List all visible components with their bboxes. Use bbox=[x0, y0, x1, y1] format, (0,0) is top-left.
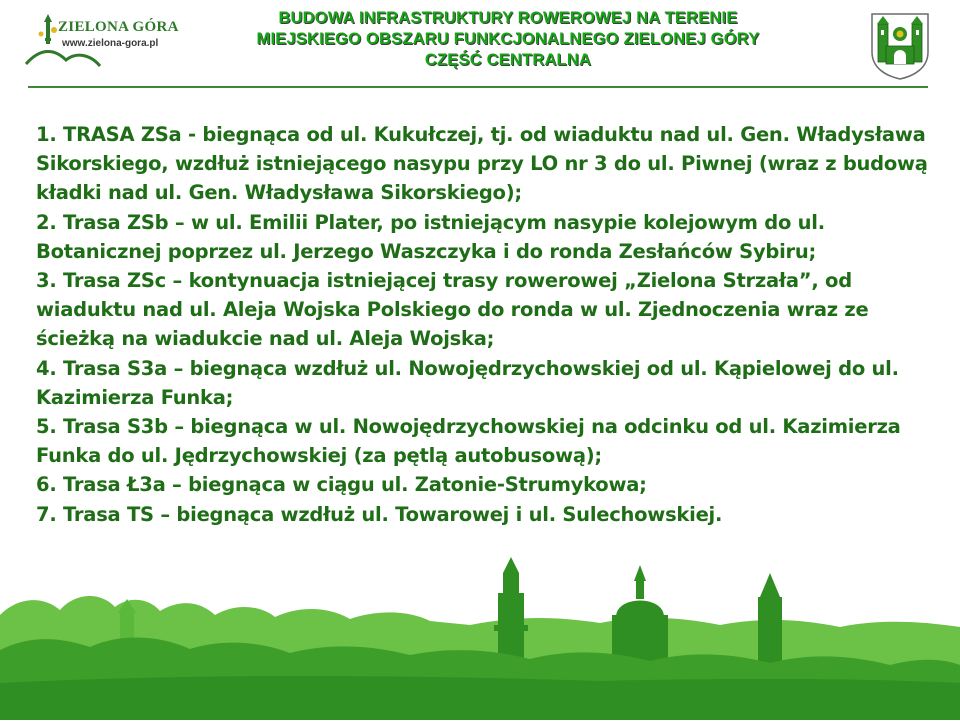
list-item: 3. Trasa ZSc – kontynuacja istniejącej trasy rowerowej „Zielona Strzała”, od wiaduktu nad ul. Aleja Wojska Polskiego do ronda w ul. Zjednoczenia wraz ze ścieżką na wiadukcie nad ul. Aleja Wojska; bbox=[36, 269, 869, 351]
list-item: 1. TRASA ZSa - biegnąca od ul. Kukułczej, tj. od wiaduktu nad ul. Gen. Władysława Sikorskiego, wzdłuż istniejącego nasypu przy LO nr 3 do ul. Piwnej (wraz z budową kładki nad ul. Gen. Władysława Sikorskiego); bbox=[36, 123, 928, 205]
city-skyline-icon bbox=[0, 555, 960, 720]
header-divider bbox=[28, 86, 928, 88]
list-item: 7. Trasa TS – biegnąca wzdłuż ul. Towarowej i ul. Sulechowskiej. bbox=[36, 502, 723, 526]
list-item: 4. Trasa S3a – biegnąca wzdłuż ul. Nowojędrzychowskiej od ul. Kąpielowej do ul. Kazimierza Funka; bbox=[36, 356, 899, 409]
city-coat-of-arms-icon bbox=[870, 12, 930, 80]
city-skyline bbox=[0, 555, 960, 720]
list-item: 2. Trasa ZSb – w ul. Emilii Plater, po istniejącym nasypie kolejowym do ul. Botanicznej poprzez ul. Jerzego Waszczyka i do ronda Zesłańców Sybiru; bbox=[36, 210, 825, 263]
title-line-2: MIEJSKIEGO OBSZARU FUNKCJONALNEGO ZIELONEJ GÓRY bbox=[256, 30, 760, 48]
title-line-1: BUDOWA INFRASTRUKTURY ROWEROWEJ NA TERENIE bbox=[278, 9, 738, 27]
logo-city-name: ZIELONA GÓRA bbox=[58, 19, 179, 35]
list-item: 5. Trasa S3b – biegnąca w ul. Nowojędrzychowskiej na odcinku od ul. Kazimierza Funka do ul. Jędrzychowskiej (za pętlą autobusową); bbox=[36, 415, 901, 468]
page-title bbox=[188, 8, 828, 71]
title-line-3: CZĘŚĆ CENTRALNA bbox=[424, 51, 592, 69]
route-list bbox=[36, 120, 936, 529]
list-item: 6. Trasa Ł3a – biegnąca w ciągu ul. Zatonie-Strumykowa; bbox=[36, 473, 647, 497]
slide-header bbox=[0, 0, 960, 92]
logo-website: www.zielona-gora.pl bbox=[62, 38, 159, 49]
city-coat-of-arms bbox=[870, 12, 930, 80]
